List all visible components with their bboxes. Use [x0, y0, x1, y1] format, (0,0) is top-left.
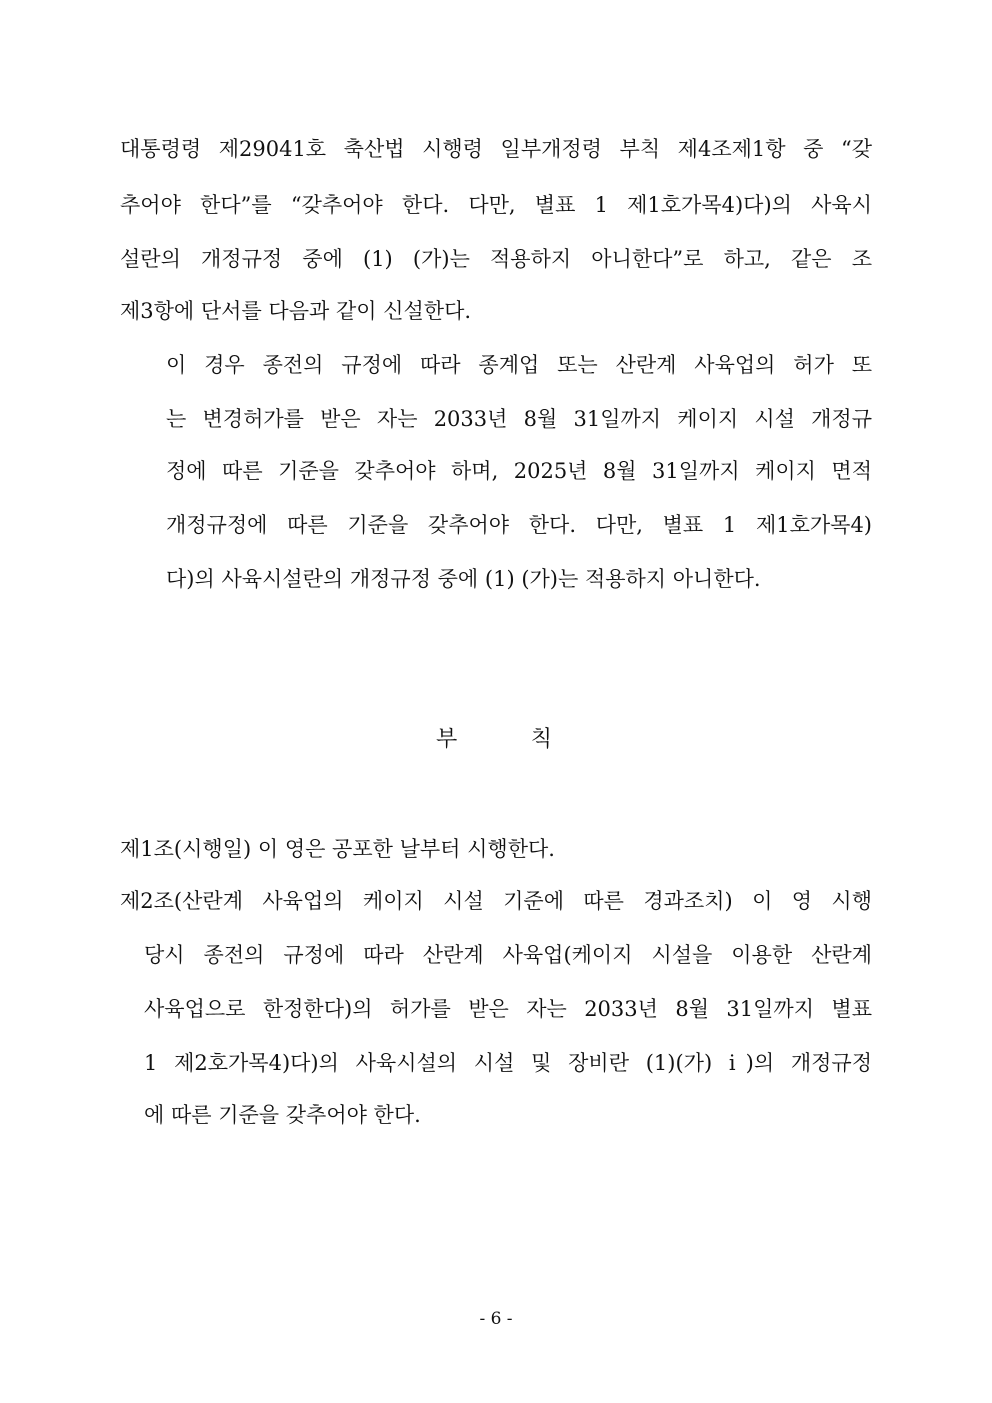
article-2-line-1: 제2조(산란계 사육업의 케이지 시설 기준에 따른 경과조치) 이 영 시행 [120, 889, 872, 913]
quoted-line-5: 다)의 사육시설란의 개정규정 중에 (1) (가)는 적용하지 아니한다. [166, 567, 761, 591]
article-1: 제1조(시행일) 이 영은 공포한 날부터 시행한다. [120, 837, 555, 861]
addenda-heading: 부 칙 [436, 727, 552, 752]
amendment-line-4: 제3항에 단서를 다음과 같이 신설한다. [120, 299, 472, 323]
quoted-line-1: 이 경우 종전의 규정에 따라 종계업 또는 산란계 사육업의 허가 또 [166, 353, 872, 377]
amendment-line-1: 대통령령 제29041호 축산법 시행령 일부개정령 부칙 제4조제1항 중 “갖 [120, 137, 872, 161]
article-2-line-5: 에 따른 기준을 갖추어야 한다. [144, 1103, 421, 1127]
quoted-line-2: 는 변경허가를 받은 자는 2033년 8월 31일까지 케이지 시설 개정규 [166, 407, 872, 431]
article-2-line-3: 사육업으로 한정한다)의 허가를 받은 자는 2033년 8월 31일까지 별표 [144, 997, 872, 1021]
quoted-line-3: 정에 따른 기준을 갖추어야 하며, 2025년 8월 31일까지 케이지 면적 [166, 459, 872, 483]
amendment-line-2: 추어야 한다”를 “갖추어야 한다. 다만, 별표 1 제1호가목4)다)의 사육시 [120, 193, 872, 217]
quoted-line-4: 개정규정에 따른 기준을 갖추어야 한다. 다만, 별표 1 제1호가목4) [166, 513, 872, 537]
article-2-line-2: 당시 종전의 규정에 따라 산란계 사육업(케이지 시설을 이용한 산란계 [144, 943, 872, 967]
page-number: - 6 - [479, 1309, 513, 1329]
article-2-line-4: 1 제2호가목4)다)의 사육시설의 시설 및 장비란 (1)(가) ⅰ)의 개정규정 [144, 1051, 872, 1075]
amendment-line-3: 설란의 개정규정 중에 (1) (가)는 적용하지 아니한다”로 하고, 같은 조 [120, 247, 872, 271]
